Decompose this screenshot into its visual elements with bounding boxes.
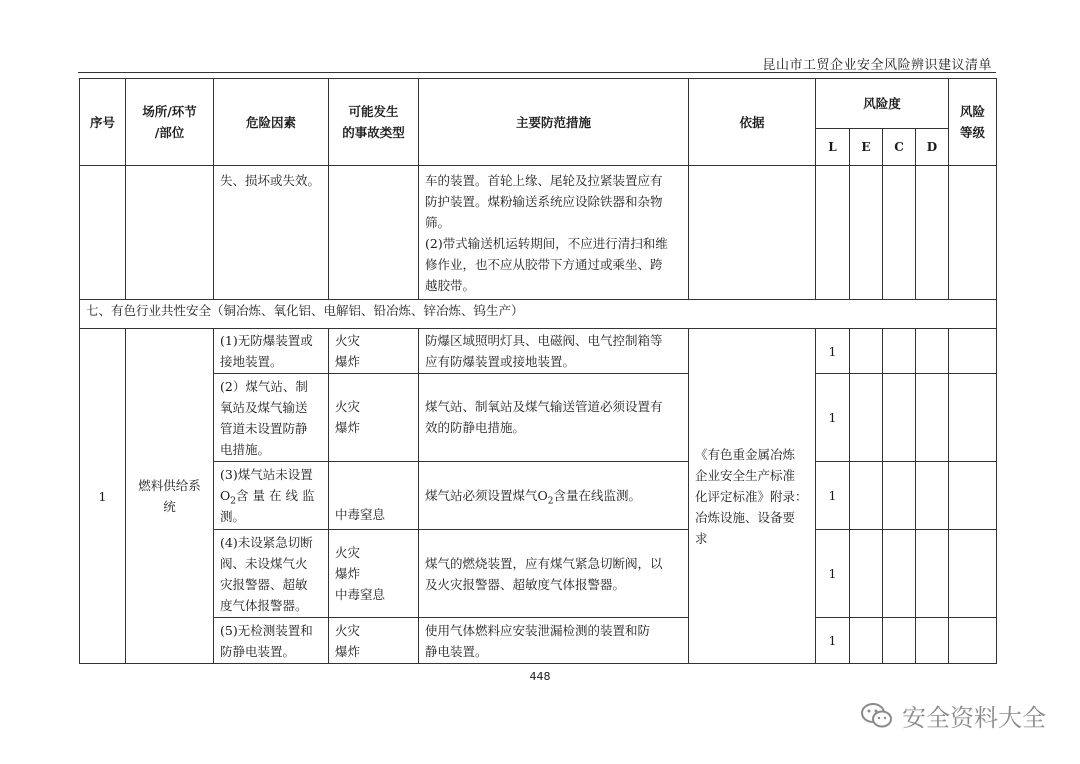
cell-risk-level (949, 530, 997, 618)
page-number: 448 (529, 670, 551, 683)
basis-line: 化评定标准》附录： (695, 488, 808, 504)
cell-accident (329, 329, 419, 374)
measure-line: 修作业，也不应从胶带下方通过或乘坐、跨 (425, 257, 663, 272)
cell-hazard (214, 530, 329, 618)
header-measures: 主要防范措施 (419, 79, 689, 166)
title-divider (78, 72, 996, 73)
header-risk-degree: 风险度 (816, 79, 949, 129)
hazard-line: (3)煤气站未设置 (220, 467, 313, 482)
cell-L: 1 (816, 462, 850, 530)
cell-hazard (214, 329, 329, 374)
watermark (860, 698, 1046, 733)
cell-D (916, 618, 949, 664)
continued-row (80, 166, 997, 300)
measure-line: 使用气体燃料应安装泄漏检测的装置和防 (425, 622, 651, 638)
cell-measures (419, 618, 689, 664)
table-row (80, 329, 997, 374)
hazard-o2-text: 含量在线监 (235, 488, 319, 503)
header-risk-level-line: 风险 (960, 104, 986, 119)
measure-text: 煤气站必须设置煤气O (425, 488, 548, 503)
watermark-text: 安全资料大全 (902, 704, 1046, 732)
accident-line: 火灾 (335, 545, 361, 560)
accident-line: 火灾 (335, 399, 361, 414)
measure-line: 防爆区域照明灯具、电磁阀、电气控制箱等 (425, 333, 663, 348)
hazard-line: 氧站及煤气输送 (220, 399, 308, 415)
cell-E (850, 166, 883, 300)
hazard-line: 灾报警器、超敏 (220, 576, 308, 592)
cell-C (883, 166, 916, 300)
cell-accident (329, 374, 419, 462)
header-place-line: /部位 (154, 125, 185, 140)
hazard-line: 电措施。 (220, 441, 271, 457)
cell-E (850, 462, 883, 530)
cell-measures (419, 329, 689, 374)
cell-measures (419, 374, 689, 462)
place-line: 燃料供给系 (138, 478, 201, 493)
cell-hazard: 失、损坏或失效。 (214, 166, 329, 300)
cell-C (883, 618, 916, 664)
basis-line: 企业安全生产标准 (695, 467, 796, 483)
hazard-line: 接地装置。 (220, 354, 283, 369)
cell-L (816, 166, 850, 300)
accident-line: 爆炸 (335, 643, 361, 659)
accident-line: 火灾 (335, 622, 361, 638)
cell-E (850, 618, 883, 664)
basis-line: 求 (695, 530, 708, 546)
header-hazard: 危险因素 (214, 79, 329, 166)
header-D: D (916, 129, 949, 166)
cell-L: 1 (816, 530, 850, 618)
cell-accident (329, 618, 419, 664)
header-risk-level-line: 等级 (960, 125, 986, 140)
cell-C (883, 462, 916, 530)
cell-E (850, 329, 883, 374)
header-accident-line: 可能发生 (348, 104, 399, 119)
document-title: 昆山市工贸企业安全风险辨识建议清单 (762, 58, 992, 73)
header-L: L (816, 129, 850, 166)
cell-risk-level (949, 462, 997, 530)
cell-L: 1 (816, 618, 850, 664)
cell-L: 1 (816, 374, 850, 462)
table-row (80, 618, 997, 664)
hazard-line: 测。 (220, 509, 246, 524)
header-accident (329, 79, 419, 166)
cell-seq (80, 166, 126, 300)
header-place (126, 79, 214, 166)
header-risk-level (949, 79, 997, 166)
measure-line: 车的装置。首轮上缘、尾轮及拉紧装置应有 (425, 173, 663, 188)
table-row (80, 374, 997, 462)
cell-accident (329, 530, 419, 618)
place-line: 统 (163, 499, 176, 514)
cell-D (916, 166, 949, 300)
hazard-line: 阀、未设煤气火 (220, 555, 308, 571)
accident-line: 爆炸 (335, 420, 361, 435)
header-row-1 (80, 79, 997, 129)
hazard-line: (1)无防爆装置或 (220, 333, 313, 348)
cell-hazard (214, 462, 329, 530)
measure-line: 煤气的燃烧装置，应有煤气紧急切断阀，以 (425, 555, 663, 571)
measure-line: 筛。 (425, 215, 451, 230)
section-title: 七、有色行业共性安全（铜冶炼、氧化铝、电解铝、铅冶炼、锌冶炼、钨生产） (80, 300, 997, 329)
header-place-line: 场所/环节 (142, 104, 197, 119)
cell-L: 1 (816, 329, 850, 374)
hazard-line: 度气体报警器。 (220, 597, 308, 613)
cell-place (126, 329, 214, 664)
header-basis: 依据 (689, 79, 816, 166)
section-row (80, 300, 997, 329)
hazard-line: 防静电装置。 (220, 643, 296, 659)
measure-line: 应有防爆装置或接地装置。 (425, 354, 576, 369)
measure-line: (2)带式输送机运转期间，不应进行清扫和维 (425, 236, 668, 251)
header-seq: 序号 (80, 79, 126, 166)
table-row (80, 462, 997, 530)
cell-basis (689, 166, 816, 300)
cell-risk-level (949, 374, 997, 462)
cell-seq: 1 (80, 329, 126, 664)
accident-line: 爆炸 (335, 354, 361, 369)
accident-line: 爆炸 (335, 566, 361, 581)
cell-E (850, 530, 883, 618)
header-E: E (850, 129, 883, 166)
measure-text: 含量在线监测。 (553, 488, 641, 503)
cell-basis (689, 329, 816, 664)
accident-line: 中毒窒息 (335, 507, 386, 522)
cell-risk-level (949, 618, 997, 664)
cell-risk-level (949, 329, 997, 374)
cell-risk-level (949, 166, 997, 300)
cell-D (916, 462, 949, 530)
hazard-line (220, 485, 322, 506)
cell-accident (329, 166, 419, 300)
accident-line: 中毒窒息 (335, 587, 386, 602)
risk-table (79, 78, 997, 664)
hazard-o2-symbol: O (220, 488, 231, 503)
hazard-line: 管道未设置防静 (220, 420, 308, 436)
cell-D (916, 329, 949, 374)
measure-line: 效的防静电措施。 (425, 420, 526, 435)
hazard-line: (5)无检测装置和 (220, 622, 313, 638)
cell-C (883, 374, 916, 462)
cell-measures (419, 530, 689, 618)
cell-E (850, 374, 883, 462)
basis-line: 冶炼设施、设备要 (695, 509, 796, 525)
accident-line: 火灾 (335, 333, 361, 348)
hazard-line: (4)未设紧急切断 (220, 534, 313, 550)
cell-accident (329, 462, 419, 530)
basis-line: 《有色重金属冶炼 (695, 446, 796, 462)
hazard-o2-subscript: 2 (230, 496, 236, 507)
cell-measures (419, 462, 689, 530)
measure-line: 防护装置。煤粉输送系统应设除铁器和杂物 (425, 194, 663, 209)
cell-D (916, 530, 949, 618)
header-accident-line: 的事故类型 (342, 125, 405, 140)
cell-C (883, 530, 916, 618)
cell-measures (419, 166, 689, 300)
measure-line: 越胶带。 (425, 278, 476, 293)
cell-C (883, 329, 916, 374)
cell-D (916, 374, 949, 462)
header-C: C (883, 129, 916, 166)
hazard-line: (2）煤气站、制 (220, 378, 308, 394)
table-row (80, 530, 997, 618)
measure-line: 静电装置。 (425, 643, 488, 659)
cell-place (126, 166, 214, 300)
wechat-icon (860, 701, 894, 731)
cell-hazard (214, 374, 329, 462)
cell-hazard (214, 618, 329, 664)
measure-line: 煤气站、制氧站及煤气输送管道必须设置有 (425, 399, 663, 414)
measure-subscript: 2 (547, 496, 554, 507)
measure-line: 及火灾报警器、超敏度气体报警器。 (425, 576, 626, 592)
